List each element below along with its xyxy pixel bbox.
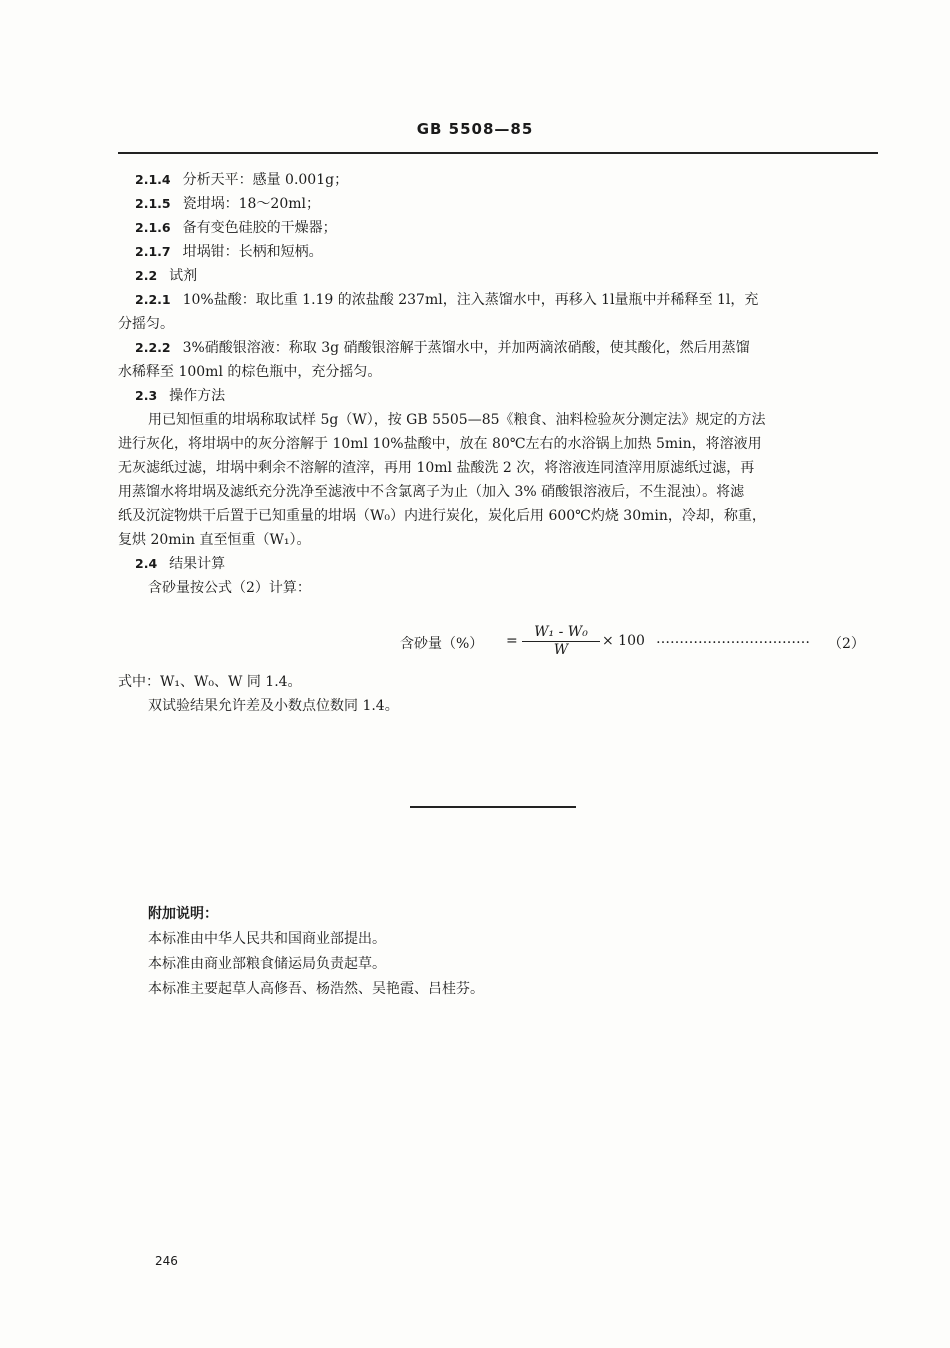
formula-denominator: W: [553, 642, 569, 658]
procedure-line: 用已知恒重的坩埚称取试样 5g（W），按 GB 5505—85《粮食、油料检验灰分测定法》规定的方法: [148, 412, 766, 428]
page-header: GB 5508—85: [416, 120, 534, 138]
formula-label: 含砂量（%）: [400, 636, 484, 652]
procedure-line: 进行灰化，将坩埚中的灰分溶解于 10ml 10%盐酸中，放在 80℃左右的水浴锅上加热 5min，将溶液用: [118, 436, 762, 452]
procedure-line: 用蒸馏水将坩埚及滤纸充分洗净至滤液中不含氯离子为止（加入 3% 硝酸银溶液后，不生混浊）。将滤: [118, 484, 745, 500]
section-heading-procedure: 2.3 操作方法: [135, 388, 226, 404]
calculation-intro: 含砂量按公式（2）计算：: [148, 580, 311, 596]
notes-line: 本标准由中华人民共和国商业部提出。: [148, 931, 386, 947]
formula-fraction: [522, 623, 600, 658]
reagent-agno3-cont: 水稀释至 100ml 的棕色瓶中，充分摇匀。: [118, 364, 382, 380]
apparatus-item: 2.1.7 坩埚钳：长柄和短柄。: [135, 244, 323, 260]
section-heading-calculation: 2.4 结果计算: [135, 556, 226, 572]
formula-equals: =: [506, 633, 518, 649]
sand-content-formula: [400, 623, 870, 657]
procedure-line: 无灰滤纸过滤，坩埚中剩余不溶解的渣滓，再用 10ml 盐酸洗 2 次，将溶液连同渣滓用原滤纸过滤，再: [118, 460, 755, 476]
apparatus-item: 2.1.6 备有变色硅胶的干燥器；: [135, 220, 337, 236]
formula-notes: [118, 670, 878, 718]
formula-multiplier: × 100: [602, 633, 645, 649]
reagent-hcl-cont: 分摇匀。: [118, 316, 174, 332]
procedure-line: 纸及沉淀物烘干后置于已知重量的坩埚（W₀）内进行炭化，炭化后用 600℃灼烧 30min，冷却，称重，: [118, 508, 766, 524]
formula-numerator: W₁ - W₀: [522, 623, 600, 642]
notes-line: 本标准主要起草人高修吾、杨浩然、吴艳霞、吕桂芬。: [148, 981, 484, 997]
notes-title: 附加说明：: [148, 906, 218, 922]
reagent-agno3: 2.2.2 3%硝酸银溶液：称取 3g 硝酸银溶解于蒸馏水中，并加两滴浓硝酸，使其酸化，然后用蒸馏: [135, 340, 750, 356]
apparatus-item: 2.1.4 分析天平：感量 0.001g；: [135, 172, 349, 188]
formula-leader-dots: ……………………………: [656, 631, 810, 647]
notes-line: 本标准由商业部粮食储运局负责起草。: [148, 956, 386, 972]
section-heading-reagents: 2.2 试剂: [135, 268, 198, 284]
tolerance-note: 双试验结果允许差及小数点位数同 1.4。: [148, 698, 399, 714]
formula-where: 式中：W₁、W₀、W 同 1.4。: [118, 674, 302, 690]
reagent-hcl: 2.2.1 10%盐酸：取比重 1.19 的浓盐酸 237ml，注入蒸馏水中，再移入 1l量瓶中并稀释至 1l，充: [135, 292, 759, 308]
apparatus-item: 2.1.5 瓷坩埚：18～20ml；: [135, 196, 320, 212]
document-body: [118, 168, 878, 600]
additional-notes: [148, 902, 484, 1002]
end-rule: [410, 806, 576, 808]
page-number: 246: [155, 1254, 178, 1268]
procedure-line: 复烘 20min 直至恒重（W₁）。: [118, 532, 311, 548]
header-rule: [118, 152, 878, 154]
formula-equation-number: （2）: [828, 636, 865, 652]
